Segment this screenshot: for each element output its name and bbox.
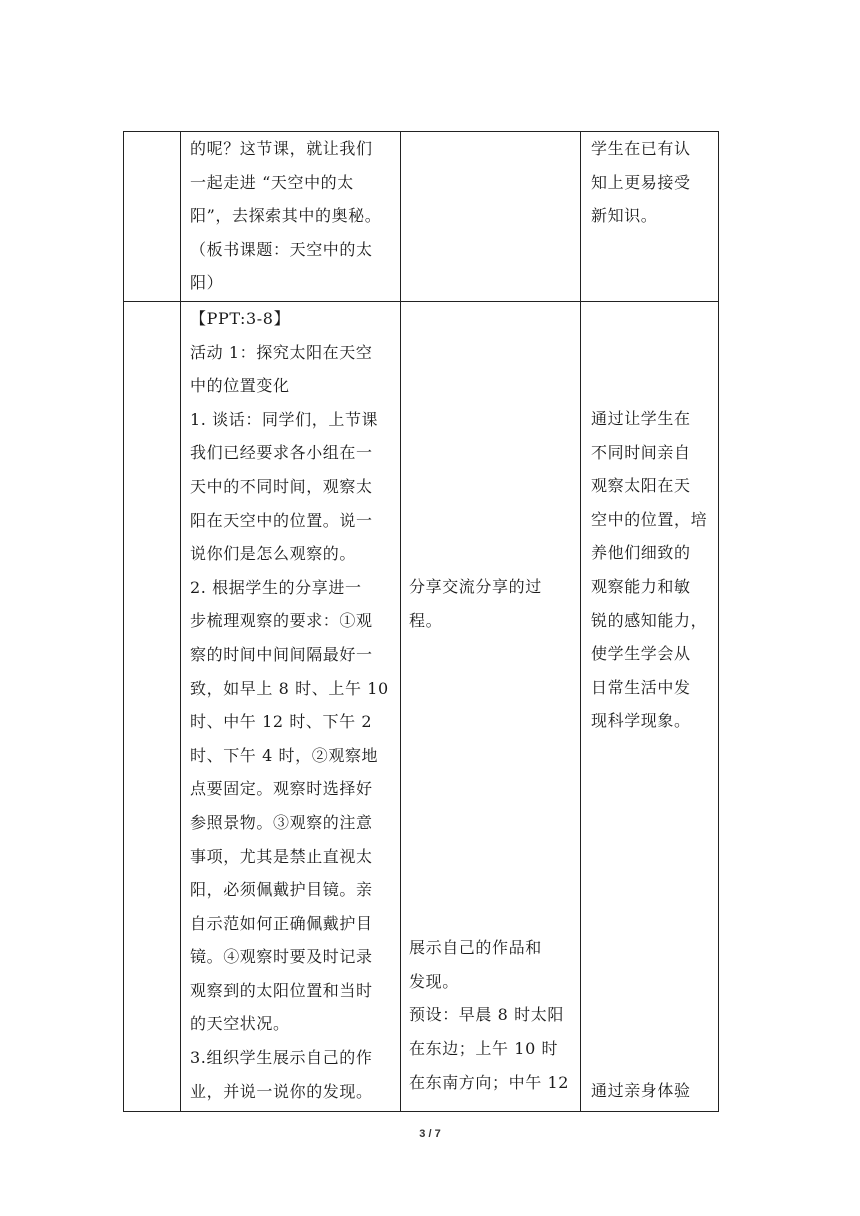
design-intent-cell	[581, 132, 719, 302]
student-activity-cell	[401, 132, 581, 302]
text-line: 致，如早上 8 时、上午 10	[190, 678, 389, 698]
stage-cell	[124, 302, 181, 1112]
text-line: 日常生活中发	[591, 677, 691, 697]
text-line: 空中的位置，培	[591, 509, 708, 529]
text-line: 察的时间中间间隔最好一	[190, 644, 373, 664]
text-line: 3.组织学生展示自己的作	[190, 1048, 373, 1068]
text-line: 业，并说一说你的发现。	[190, 1081, 373, 1101]
design-intent-cell	[581, 302, 719, 1112]
text-line: 我们已经要求各小组在一	[190, 443, 373, 463]
teacher-activity-cell	[181, 132, 401, 302]
text-line: 分享交流分享的过	[409, 577, 542, 596]
lesson-plan-table	[123, 131, 719, 1112]
text-line: 阳）	[190, 273, 224, 293]
text-line: 时、下午 4 时，②观察地	[190, 745, 379, 765]
text-line: 时、中午 12 时、下午 2	[190, 712, 373, 732]
text-line: 天中的不同时间，观察太	[190, 476, 373, 496]
text-line: 阳在天空中的位置。说一	[190, 510, 373, 530]
text-line: 展示自己的作品和	[409, 938, 542, 958]
text-line: 新知识。	[591, 206, 658, 226]
text-line: 阳”，去探索其中的奥秘。	[190, 206, 382, 226]
student-activity-cell	[401, 302, 581, 1112]
text-line: 现科学现象。	[591, 711, 691, 731]
stage-cell	[124, 132, 181, 302]
text-line: 活动 1：探究太阳在天空	[190, 342, 373, 362]
table-row	[124, 132, 719, 302]
text-line: 事项，尤其是禁止直视太	[190, 846, 373, 866]
text-line: 预设：早晨 8 时太阳	[409, 1005, 564, 1025]
text-line: 2. 根据学生的分享进一	[190, 577, 362, 597]
text-line: 养他们细致的	[591, 543, 691, 563]
text-line: 通过让学生在	[591, 409, 691, 428]
text-line: 点要固定。观察时选择好	[190, 779, 373, 799]
student-activity-share	[409, 570, 574, 637]
text-line: 参照景物。③观察的注意	[190, 812, 373, 832]
text-line: 在东边；上午 10 时	[409, 1038, 559, 1058]
text-line: （板书课题：天空中的太	[190, 239, 373, 259]
text-line: 镜。④观察时要及时记录	[190, 947, 373, 967]
teacher-activity-cell	[181, 302, 401, 1112]
text-line: 发现。	[409, 971, 459, 991]
text-line: 锐的感知能力，	[591, 610, 708, 630]
text-line: 观察能力和敏	[591, 576, 691, 596]
text-line: 观察太阳在天	[591, 476, 691, 496]
text-line: 1. 谈话：同学们，上节课	[190, 409, 379, 429]
text-line: 学生在已有认	[591, 139, 691, 158]
text-line: 的天空状况。	[190, 1014, 290, 1034]
text-line: 观察到的太阳位置和当时	[190, 980, 373, 1000]
student-activity-showcase	[409, 931, 574, 1099]
page-number: 3 / 7	[419, 1128, 441, 1140]
text-line: 通过亲身体验	[591, 1080, 691, 1100]
text-line: 不同时间亲自	[591, 442, 691, 462]
text-line: 说你们是怎么观察的。	[190, 544, 357, 564]
text-line: 在东南方向；中午 12	[409, 1072, 570, 1092]
text-line: 步梳理观察的要求：①观	[190, 611, 373, 631]
design-intent-text	[591, 132, 712, 233]
text-line: 程。	[409, 610, 443, 630]
text-line: 的呢？这节课，就让我们	[190, 139, 373, 158]
text-line: 【PPT:3-8】	[190, 309, 291, 328]
teacher-activity-text	[190, 132, 392, 300]
text-line: 一起走进 “天空中的太	[190, 172, 354, 192]
text-line: 使学生学会从	[591, 644, 691, 664]
text-line: 中的位置变化	[190, 376, 290, 396]
text-line: 自示范如何正确佩戴护目	[190, 913, 373, 933]
design-intent-experience	[591, 1074, 712, 1108]
design-intent-observation	[591, 402, 712, 738]
table-row	[124, 302, 719, 1112]
teacher-activity-text	[190, 302, 392, 1108]
text-line: 知上更易接受	[591, 172, 691, 192]
text-line: 阳，必须佩戴护目镜。亲	[190, 880, 373, 900]
